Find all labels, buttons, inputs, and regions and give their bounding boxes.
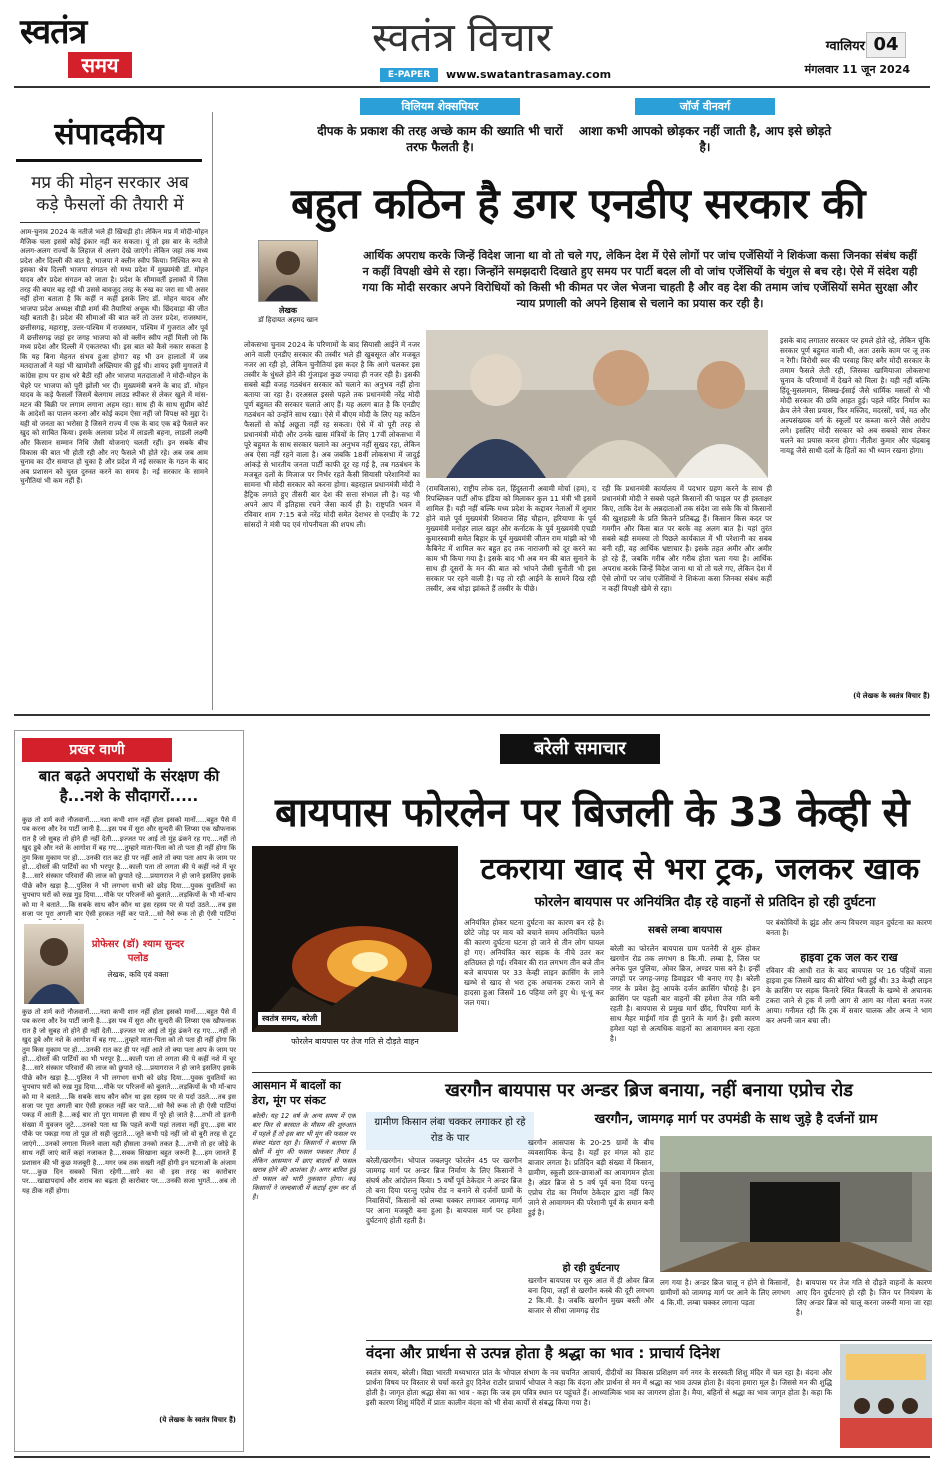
- moong-headline: आसमान में बादलों का डेरा, मूंग पर संकट: [252, 1079, 341, 1107]
- photo-tag: स्वतंत्र समय, बरेली: [258, 1012, 321, 1025]
- khargone-col-2b: खरगौन बायपास पर सुरु आत में ही ओवर ब्रिज बना दिया, जहाँ से खरगौन कस्बे की दूरी लगभग 2 कि.मी. है। जबकि खरगौन मुख्य बस्ती और बाजार से सीधा जामगढ़ रोड: [528, 1276, 654, 1315]
- section-rule: [14, 714, 930, 716]
- editorial-rule: [20, 222, 200, 223]
- lead-column-4: इसके बाद लगातार सरकार पर हमले होते रहे, लेकिन चूंकि सरकार पूर्ण बहुमत वाली थी, अतः उसके काम पर जू तक न रेंगी। विरोधी स्वर की परवाह किए बगैर मोदी सरकार के तमाम फैसले लेती रही, जिसका खामियाजा लोकसभा चुनाव के परिणामों में देखने को मिला है। यही नहीं बल्कि हिंदू-मुसलमान, सिक्ख-ईसाई जैसे धार्मिक मसलों से भी मोदी सरकार की छवि आहत हुई। पहले मंदिर निर्माण का क्रेय लेने जैसा प्रयास, फिर मस्जिद, मदरसों, चर्च, मठ और अल्पसंख्यक वर्ग के स्कूलों पर कब्जा करने जैसे आरोप लगे। इसलिए मोदी सरकार को अब सबको साथ लेकर चलने का प्रयास करना होगा। नीतीश कुमार और चंद्रबाबू नायडू जैसे साथी दलों के हितों का भी ध्यान रखना होगा।: [780, 336, 930, 455]
- lead-column-3: रही कि प्रधानमंत्री कार्यालय में पदभार ग्रहण करने के साथ ही प्रधानमंत्री मोदी ने सबसे पहले किसानों की फाइल पर ही हस्ताक्षर किए, ताकि देश के अन्नदाताओं तक संदेश जा सके कि वो किसानों की खुशहाली के प्रति कितने प्रतिबद्ध हैं। किसान किस कदर पर गमगीन और किस बात पर बरके वह अलग बात है। यहां तुरंत सबसे बड़ी समस्या तो पिछले कार्यकाल में भी परेशानी का सबब बनी रही, वह आर्थिक भ्रष्टाचार है। इसके तहत अमीर और अमीर हो रहे हैं, जबकि गरीब और गरीब होता चला गया है। आर्थिक अपराध करके जिन्हें विदेश जाना था वो तो चले गए, लेकिन देश में ऐसे लोगों पर जांच एजेंसियों ने शिकंजा कसा जिनका संबंध कहीं न कहीं विपक्षी खेमे से रहा।: [602, 484, 772, 593]
- photo-caption: फोरलेन बायपास पर तेज गति से दौड़ते वाहन: [291, 1037, 419, 1046]
- leaders-photo: [426, 330, 768, 478]
- prakhar-headline: बात बढ़ते अपराधों के संरक्षण की है...नशे के सौदागरों.....: [38, 767, 220, 805]
- editorial-label: संपादकीय: [16, 112, 202, 162]
- prakhar-label: प्रखर वाणी: [22, 738, 172, 762]
- vandana-rule: [366, 1340, 932, 1341]
- prakhar-body-top: कुछ तो शर्म करो नौजवानों.....नशा कभी शान नहीं होता इसको मानों.....बहुत पैसे में पब करना और रेव पार्टी जानी है....इस पब में सुरा और सुन्दरी की लिप्सा एक खौफनाक रात है जो सुबह तो होने ही नहीं देती....इज्जत पर आई तो मुंह ढंकने रह गए....नहीं तो खुद डूबे और नशे के आगोश में बह गए....तुम्हारे माता-पिता को तो पता ही नहीं होगा कि तुम किस मुकाम पर हो....उनकी रात कट ही पर नहीं आते तो क्या पता आप के जाम पर हो....दोस्तों की पार्टियों का भी भरपूर है....काली पता तो लगता की ये कहीं नशे में चूर है....सारे संस्कार परिवारों की लाज को छुपाते रहे....प्रयागराज ने हो जाने इसलिए इसके पीछे कौन खड़ा है....पुलिस ने भी लगभग सभी को छोड़ दिया....युवक युवतियों का चुपचाप घरों को रुख़ मुड़ दिया....मौके पर परिजनों को बुलाते....लड़कियों के भी माँ-बाप को मा ने बताते....कि सबके साथ कौन कौन था इस रहस्य पर से पर्दा उठते....तब इस सजा पर पूरा अगली बार ऐसी हरकत नहीं कर पाते....सो नैसे रूक तो ही ऐसी पार्टियां: [22, 816, 236, 919]
- prakhar-author-photo: [24, 924, 84, 1004]
- masthead-rule: [14, 86, 930, 88]
- prakhar-author-role: लेखक, कवि एवं वक्ता: [107, 970, 169, 979]
- logo-bottom: समय: [68, 52, 132, 78]
- quote-author: जॉर्ज वीनवर्ग: [635, 98, 775, 115]
- vandana-headline: वंदना और प्रार्थना से उत्पन्न होता है श्रद्धा का भाव : प्राचार्य दिनेश: [366, 1344, 720, 1362]
- quote-1: [305, 98, 575, 164]
- lead-column-2: (रामविलास), राष्ट्रीय लोक दल, हिंदुस्तानी अवामी मोर्चा (हम), द रिपब्लिकन पार्टी ऑफ इंडिया को मिलाकर कुल 11 मंत्री भी इसमें शामिल हैं। यही नहीं बल्कि मध्य प्रदेश के कद्दावर नेताओं में शुमार होने वाले पूर्व मुख्यमंत्री शिवराज सिंह चौहान, हरियाणा के पूर्व मुख्यमंत्री मनोहर लाल खट्टर और कर्नाटक के पूर्व मुख्यमंत्री एचडी कुमारस्वामी समेत बिहार के पूर्व मुख्यमंत्री जीतन राम मांझी को भी कैबिनेट में शामिल कर बहुत हद तक नाराजगी को दूर करने का काम भी किया गया है। इसके बाद भी अब मन की बात सुनाने के साथ ही दूसरों के मन की बात को भांपने जैसी चुनौती भी इस सरकार पर रहने वाली है। यह तो रही आईने के सामने दिख रही तस्वीर, अब थोड़ा झांकते हैं तस्वीर के पीछे।: [426, 484, 596, 593]
- khargone-col-1: बरेली/खरगौन। भोपाल जबलपुर फोरलेन 45 पर खरगौन जामगढ़ मार्ग पर अन्डर ब्रिज निर्माण के लिए किसानों ने संघर्ष और आंदोलन किया। 5 वर्षों पूर्व ठेकेदार ने अन्डर ब्रिज तो बना दिया परन्तु एप्रोच रोड न बनाने से दर्जनों ग्रामों के निवासियों, किसानों को लम्बा चक्कर लगाकर जामगढ़ मार्ग पर आना मजबूरी बना हुआ है। बायपास मार्ग पर हमेशा दुर्घटनाएं होती रहती है।: [366, 1156, 522, 1225]
- epaper-badge: E-PAPER: [380, 68, 438, 82]
- khargone-box: ग्रामीण किसान लंबा चक्कर लगाकर हो रहे रोड के पार: [366, 1112, 534, 1150]
- bareilly-deck: फोरलेन बायपास पर अनियंत्रित दौड़ रहे वाहनों से प्रतिदिन हो रही दुर्घटना: [534, 895, 876, 910]
- truck-body: रविवार की आधी रात के बाद बायपास पर 16 पहियों वाला हाइवा ट्रक जिसमें खाद की बोरियां भरी हुई थी। 33 केव्ही लाइन के क्रासिंग पर सड़क किनारे स्थित बिजली के खम्भे से अचानक टकरा जाने से ट्रक में लगी आग से आग का गोला बनता नजर आया। गनीमत रही कि ट्रक में सवार चालक और अन्य ने भाग कर अपनी जान बचा ली।: [766, 966, 932, 1025]
- quote-author: विलियम शेक्सपियर: [360, 98, 520, 115]
- prakhar-author-name: प्रोफेसर (डॉ) श्याम सुन्दर पलोड: [91, 939, 185, 964]
- khargone-headline: खरगौन बायपास पर अन्डर ब्रिज बनाया, नहीं बनाया एप्रोच रोड: [445, 1080, 853, 1101]
- issue-date: मंगलवार 11 जून 2024: [804, 63, 910, 76]
- bareilly-rule: [252, 1072, 932, 1073]
- quote-text: आशा कभी आपको छोड़कर नहीं जाती है, आप इसे छोड़ते है।: [578, 124, 832, 154]
- lead-headline: बहुत कठिन है डगर एनडीए सरकार की: [290, 179, 866, 228]
- khargone-sub2: हो रही दुर्घटनाए: [562, 1263, 620, 1274]
- truck-title: हाइवा ट्रक जल कर राख: [800, 951, 898, 964]
- byline-label: लेखक: [278, 306, 298, 315]
- byline-name: डॉ हिदायत अहमद खान: [258, 316, 318, 324]
- prakhar-note: (ये लेखक के स्वतंत्र विचार हैं): [159, 1416, 236, 1424]
- underbridge-photo: [660, 1136, 932, 1272]
- quote-2: [575, 98, 835, 164]
- bareilly-col-b: बरेली का फोरलेन बायपास ग्राम पतनेरी से शुरू होकर खरगोन रोड तक लगभग 8 कि.मी. लम्बा है, जिस पर अनेक पुल पुलिया, ओवर ब्रिज, अण्डर पास बने है। इन्हीं जगहों पर जगह-जगह डिवाइडर भी बनाए गए है। बरेली नगर के प्रवेश हेतु आपके दर्जन क्रासिंग चौराहे है। इन क्रासिंग पर पहली बार वाहनों की हमेशा तेज गति बनी रहती है। बायपास से प्रमुख मार्ग छींद, पिपरिया मार्ग के साथ मैहर माईमाँ गांव ही पुराने के मार्ग है। इसी कारण हमेशा यहां से अत्यधिक वाहनों का आवागमन बना रहता है।: [610, 944, 760, 1043]
- author-photo: [258, 240, 318, 302]
- logo[interactable]: [20, 12, 140, 92]
- page-title: स्वतंत्र विचार: [372, 15, 553, 61]
- city-label: ग्वालियर: [825, 39, 865, 54]
- author-silhouette: [259, 241, 317, 301]
- khargone-col-4: है। बायपास पर तेज गति से दौड़ते वाहनों के कारण आए दिन दुर्घटनाएं हो रही है। जिन पर नियंत्रण के लिए अन्डर ब्रिज को चालू करना जरूरी माना जा रहा है।: [796, 1278, 932, 1317]
- khargone-sub: खरगौन, जामगढ़ मार्ग पर उपमंडी के साथ जुड़े है दर्जनों ग्राम: [594, 1112, 878, 1127]
- lead-column-1: लोकसभा चुनाव 2024 के परिणामों के बाद सियासी आईने में नजर आने वाली एनडीए सरकार की तस्वीर भले ही खुबसूरत और मजबूत नजर आ रही हो, लेकिन चुनौतियां इस कदर है कि आगे चलकर इस तस्वीर के धुंधले होने की गुंजाइश कुछ ज्यादा ही नजर रही है। इसकी सबसे बड़ी वजह गठबंधन सरकार को चलाने का अनुभव नहीं होना बताया जा रहा है। दरअसल इससे पहले तक प्रधानमंत्री नरेंद्र मोदी पूर्ण बहुमत की सरकार चलाते आए हैं। यह अलग बात है कि एनडीए गठबंधन को उन्होंने साथ रखा। ऐसे में बीएम मोदी के लिए यह कठिन फैसलों से कोई अछूता नहीं रह सकता। ऐसे में वो पूरी तरह से प्रधानमंत्री मोदी और उनके खास मंत्रियों के लिए 17वीं लोकसभा में पूरे बहुमत के साथ सरकार चलाने का अनुभव नहीं सुखद रहा, लेकिन अब ऐसा नहीं रहने वाला है। अब जबकि 18वीं लोकसभा में जादुई आंकड़े से भारतीय जनता पार्टी काफी दूर रह गई है, तब गठबंधन के मजबूत दलों के मिजाज पर निर्भर रहते कैसी सियासी परेशानियों का सामना भी मोदी सरकार को करना होगा। बहरहाल प्रधानमंत्री मोदी ने हैट्रिक लगाते हुए तीसरी बार देश की सत्ता संभाल ली है। यह भी अपने आप में इतिहास रचने जैसा कार्य ही है। राष्ट्रपति भवन में रविवार शाम 7:15 बजे नरेंद्र मोदी समेत देशभर से एनडीए के 72 सांसदों ने मंत्री पद एवं गोपनीयता की शपथ ली।: [244, 340, 420, 529]
- masthead: [0, 0, 945, 110]
- bareilly-subhead: टकराया खाद से भरा ट्रक, जलकर खाक: [480, 852, 920, 887]
- fire-photo: [252, 846, 458, 1032]
- bareilly-col-c: पर बंकोवियों के झुंड और अन्य विचरण वाहन दुर्घटना का कारण बनता है।: [766, 918, 932, 937]
- bottom-rule: [14, 1456, 930, 1458]
- quote-text: दीपक के प्रकाश की तरह अच्छे काम की ख्याति भी चारों तरफ फैलती है।: [317, 124, 563, 154]
- column-divider: [212, 112, 213, 710]
- underbridge-photo-art: [660, 1136, 932, 1272]
- bareilly-headline: बायपास फोरलेन पर बिजली के 33 केव्ही से: [274, 790, 910, 836]
- prakhar-body-bottom: कुछ तो शर्म करो नौजवानों.....नशा कभी शान नहीं होता इसको मानों.....बहुत पैसे में पब करना और रेव पार्टी जानी है....इस पब में सुरा और सुन्दरी की लिप्सा एक खौफनाक रात है जो सुबह तो होने ही नहीं देती....इज्जत पर आई तो मुंह ढंकने रह गए....नहीं तो खुद डूबे और नशे के आगोश में बह गए....तुम्हारे माता-पिता को तो पता ही नहीं होगा कि तुम किस मुकाम पर हो....उनकी रात कट ही पर नहीं आते तो क्या पता आप के जाम पर हो....दोस्तों की पार्टियों का भी भरपूर है....काली पता तो लगता की ये कहीं नशे में चूर है....सारे संस्कार परिवारों की लाज को छुपाते रहे....प्रयागराज ने हो जाने इसलिए इसके पीछे कौन खड़ा है....पुलिस ने भी लगभग सभी को छोड़ दिया....युवक युवतियों का चुपचाप घरों को रुख़ मुड़ दिया....मौके पर परिजनों को बुलाते....लड़कियों के भी माँ-बाप को मा ने बताते....कि सबके साथ कौन कौन था इस रहस्य पर से पर्दा उठते....तब इस सजा पर पूरा अगली बार ऐसी हरकत नहीं कर पाते....सो नैसे रूक तो ही ऐसी पार्टियां पकड़ में आती है....कई बार तो पूरा मामला ही साथ में पूरे हो जाते है....तभी तो इतनी संख्या में युवजन जुटे....उनको पता था कि पहले कभी यहां तलाश नहीं हुए....इस बार पौके पर पकड़ा गया तो पूछ तो सही जुटाते....जूते कभी पड़े नहीं जो वो बुरी तरह से टूट जाएंगे....उनको लगाता मिलने वाला यही हौसला उनको तकत है....तभी तो हर जोड़े के साथ नहीं जाएं बातें कहां नजाकत है....सबक सिखाना बहुत जरूरी है....हम जानते हैं प्रशासन की भी कुछ मजबूरी है....मगर जब तक सख्ती नहीं होगी इन घटनाओं के अंजाम पर....कुछ दिन सबको चिंता रहेगी....सारे का वो इस तरह का कारोबार पर....खाद्यापदार्थ और शराब का बढ़ता ही कारोबार पर....उनकी सजा भुगतें....अब तो यह ठीक नहीं होगा।: [22, 1008, 236, 1195]
- page-number: 04: [866, 32, 906, 58]
- fire-photo-art: [252, 846, 458, 1032]
- khargone-col-2: खरगौन आसपास के 20-25 ग्रामों के बीच व्यवसायिक केन्द्र है। यहाँ हर मंगल को हाट बाजार लगता है। प्रतिदिन बड़ी संख्या में किसान, ग्रामीण, स्कूली छात्र-छात्राओं का आवागमन होता है। अंडर ब्रिज से 5 वर्ष पूर्व बना दिया परन्तु एप्रोच रोड का निर्माण ठेकेदार द्वारा नहीं किए जाने से आवागमन की परेशानी पूर्व के समान बनी हुई है।: [528, 1138, 654, 1217]
- khargone-col-3: लग गया है। अन्डर ब्रिज चालू न होने से किसानों, ग्रामीणों को जामगढ़ मार्ग पर आने के लिए लगभग 4 कि.मी. लम्बा चक्कर लगाना पड़ता: [660, 1278, 790, 1307]
- vandana-body: स्वतंत्र समय, बरेली। विद्या भारती मध्यभारत प्रांत के भोपाल संभाग के नव चयनित आचार्य, दीदीयों का विकास प्रशिक्षण वर्ग नगर के सरस्वती शिशु मंदिर में चल रहा है। वंदना और प्रार्थना विषय पर विस्तार से चर्चा करते हुए दिनेश राठौर प्राचार्य भोपाल ने कहा कि वंदना और प्रार्थना से मन में श्रद्धा का भाव उत्पन्न होता है। वंदना हमारा मूल है। जिससे मन की शुद्धि होती है। जागृत होता श्रद्धा सेवा का भाव - कहा कि जब हम पवित्र स्थान पर पहुंचते हैं। आध्यात्मिक भाव का जागरण होता है। मैया, बहिनों से श्रद्धा का भाव जागृत होता है। कहा कि इसी कारण शिशु मंदिरों में प्रातः कालीन वंदना को भी सेवा कार्यों से संबद्ध किया गया है।: [366, 1368, 832, 1407]
- lead-deck: आर्थिक अपराध करके जिन्हें विदेश जाना था वो तो चले गए, लेकिन देश में ऐसे लोगों पर जांच एजेंसियों ने शिकंजा कसा जिनका संबंध कहीं न कहीं विपक्षी खेमे से रहा। जिन्होंने समझदारी दिखाते हुए समय पर पार्टी बदल ली वो जांच एजेंसियों के चंगुल से बच रहे। ऐसे में संदेश यही गया कि मोदी सरकार अपने विरोधियों को किसी भी कीमत पर जेल भेजना चाहती है और वह देश की तमाम जांच एजेंसियों समेत सुरक्षा और न्याय प्रणाली को अपने हिसाब से चलाने का प्रयास कर रही है।: [362, 249, 918, 310]
- vandana-photo-art: [840, 1344, 932, 1448]
- vandana-photo: [840, 1344, 932, 1448]
- prakhar-author-silhouette: [24, 924, 84, 1004]
- editorial-headline: मप्र की मोहन सरकार अब कड़े फैसलों की तैयारी में: [31, 173, 189, 215]
- bareilly-col-a: अनियंत्रित होकर घटना दुर्घटना का कारण बन रहे है। छोटे जोड़ पर माय को बचाने समय अनियंत्रित चलने की कारण दुर्घटना घटना हो जाने से तीन लोग घायल हो गए। अनियंत्रित कार सड़क के नीचे उतर कर क्षतिग्रस्त हो गई। रविवार की रात लगभग तीन बजे तीन बजे बायपास पर 33 केव्ही लाइन क्रासिंग के लाने खम्भे से खाद से भरा ट्रक अचानक टकरा जाने से हादसा हुआ जिसमें 16 पहिया लगे हुए थे। धू-धू कर जल गया।: [464, 918, 604, 1007]
- editorial-body: आम-चुनाव 2024 के नतीजे भले ही खिचड़ी हो। लेकिन मप्र में मोदी-मोहन मैजिक चला इससे कोई इंकार नहीं कर सकता। यूं तो इस बार के नतीजे अलग-अलग राज्यों के लिहाज से अलग देखे जाएंगे। लेकिन जहां तक मध्य प्रदेश और दिल्ली की बात है, भाजपा ने क्लीन स्वीप किया। निश्चित रूप से इसका श्रेय दिल्ली भाजपा संगठन सो मध्य प्रदेश में मुख्यमंत्री डॉ. मोहन यादव और प्रदेश संगठन को जाता है। प्रदेश के सीमावर्ती इलाकों में जिस तरह की बयार बह रही थी उससे बावजूद तरह के रुख का जरा सा भी असर नहीं होना बताता है कि कहीं न कहीं इसके लिए डॉ. मोहन यादव और भाजपा प्रदेश अध्यक्ष वीडी शर्मा की तैयारियां अचूक थी। छिंदवाड़ा की जीत यही बताती है। प्रदेश की सीमाओं की बात करें तो उत्तर प्रदेश, राजस्थान, छत्तीसगढ़, महाराष्ट्र, उत्तर-पश्चिम में राजस्थान, पश्चिम में गुजरात और पूर्व में छत्तीसगढ़ जहां हर जगह भाजपा को वो क्लीन स्वीप नहीं मिली जो कि मध्य प्रदेश और दिल्ली में एकतरफा थी। इस बात को कैसे नकार सकता है कि यह बिना मेहनत संभव हुआ होगा? वह भी उन हालातों में जब मतदाताओं ने यहां भी खामोशी अख्तियार की हुई थी। शायद इसी मुगालते में कांग्रेस हाथ पर हाथ धरे बैठी रही और भाजपा मतदाताओं ने मोदी-मोहन के चेहरे पर भाजपा को पूरी झोली भर दी। मुख्यमंत्री बनने के बाद डॉ. मोहन यादव के कड़े फैसलों जिसमें बेलगाम लाउड स्पीकर से लेकर खुले में मांस-मटन की बिक्री पर लगाम लगाना अहम रहा। साथ ही के साथ सुप्रीम कोर्ट के आदेशों का पालन करना और कोई कदम ऐसा नहीं जो विपक्ष को मुद्दा दे। यही वो जनता का भरोसा है जिसने राज्य में एक के बाद एक बड़े फैसले कर खुद को साबित किया। इसके अलावा प्रदेश में लाडली बहना, लाडली लक्ष्मी और किसान सम्मान निधि जैसी योजनाएं चलती रहीं। इन सबके बीच विकास की बात भी होती रही और नए फैसले भी होते रहे। अब जब आम चुनाव का दौर समाप्त हो चुका है और प्रदेश में नई सरकार के गठन के बाद अब प्रशासन को चुस्त दुरुस्त करने का समय है। नई सरकार के सामने चुनौतियां भी कम नहीं हैं।: [20, 228, 208, 486]
- lead-note: (ये लेखक के स्वतंत्र विचार हैं): [853, 692, 930, 700]
- bareilly-section-label: बरेली समाचार: [500, 734, 660, 764]
- website-link[interactable]: www.swatantrasamay.com: [446, 68, 612, 81]
- side-title: सबसे लम्बा बायपास: [648, 925, 722, 936]
- logo-top: स्वतंत्र: [20, 12, 87, 52]
- leaders-photo-art: [426, 330, 768, 478]
- moong-body: बरेली। यह 12 वर्ष के अन्य समय में एक बार फिर से बरसात के मौसम की शुरुआत में पहले हैं तो इस बार भी मूंग की फसल पर संकट मंडरा रहा है। किसानों ने बताया कि खेतों में मूंग की फसल पककर तैयार है लेकिन आसमान में छाए बादलों से फसल खराब होने की आशंका है। अगर बारिश हुई तो फसल को भारी नुकसान होगा। कई किसानों ने जल्दबाजी में कटाई शुरू कर दी है।: [252, 1112, 356, 1201]
